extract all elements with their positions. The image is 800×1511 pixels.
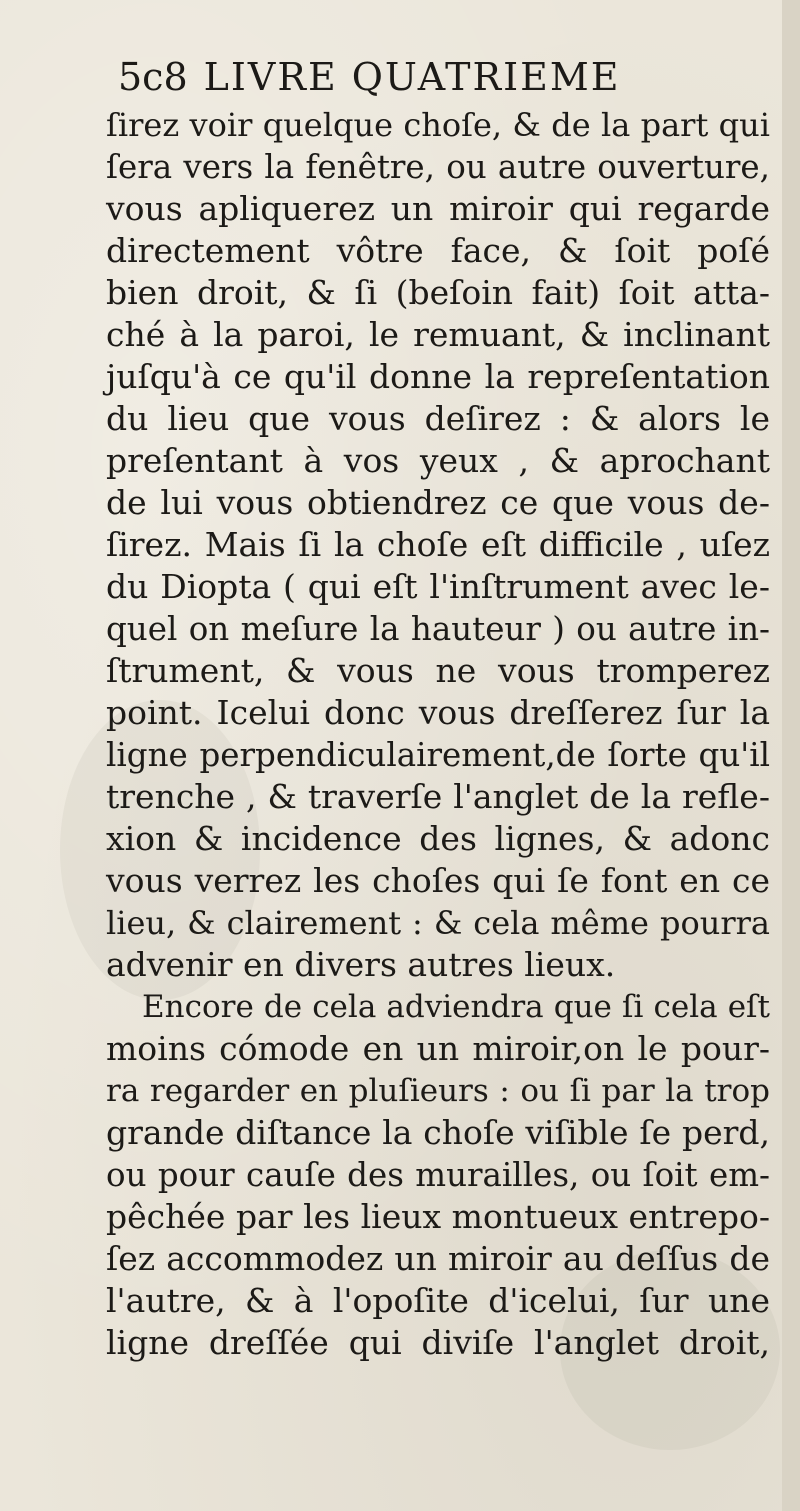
text-line: moins cómode en un miroir,on le pour-	[106, 1029, 770, 1068]
text-line: advenir en divers autres lieux.	[106, 945, 616, 984]
text-line: ſirez voir quelque choſe, & de la part qui	[106, 106, 770, 144]
text-line: du lieu que vous deſirez : & alors le	[106, 399, 770, 438]
text-line: ligne perpendiculairement,de ſorte qu'il	[106, 736, 770, 774]
text-line: Encore de cela adviendra que ſi cela eſt	[142, 989, 770, 1025]
text-line: ché à la paroi, le remuant, & inclinant	[106, 315, 770, 354]
text-line: vous apliquerez un miroir qui regarde	[106, 189, 770, 228]
running-title: LIVRE QUATRIEME	[203, 55, 621, 99]
text-line: ſtrument, & vous ne vous tromperez	[106, 651, 770, 690]
text-line: vous verrez les choſes qui ſe font en ce	[106, 861, 770, 900]
text-line: bien droit, & ſi (beſoin fait) ſoit atta-	[106, 273, 770, 312]
text-line: point. Icelui donc vous dreſſerez ſur la	[106, 693, 770, 732]
text-line: ou pour cauſe des murailles, ou ſoit em-	[106, 1156, 770, 1194]
text-line: ra regarder en pluſieurs : ou ſi par la trop	[106, 1073, 770, 1109]
text-line: ſez accommodez un miroir au deſſus de	[106, 1239, 770, 1278]
text-line: ſera vers la fenêtre, ou autre ouverture,	[106, 148, 770, 186]
text-line: ligne dreſſée qui diviſe l'anglet droit,	[106, 1323, 770, 1362]
text-line: de lui vous obtiendrez ce que vous de-	[106, 483, 770, 522]
text-line: du Diopta ( qui eſt l'inſtrument avec le-	[106, 567, 770, 606]
text-line: directement vôtre face, & ſoit poſé	[106, 231, 770, 270]
text-line: trenche , & traverſe l'anglet de la refle-	[106, 777, 770, 816]
text-line: lieu, & clairement : & cela même pourra	[106, 904, 770, 942]
page-body	[106, 104, 770, 1364]
text-line: xion & incidence des lignes, & adonc	[106, 819, 770, 858]
text-line: juſqu'à ce qu'il donne la repreſentation	[106, 357, 770, 396]
text-line: l'autre, & à l'opoſite d'icelui, ſur une	[106, 1281, 770, 1320]
text-line: preſentant à vos yeux , & aprochant	[106, 441, 770, 480]
page-number: 5c8	[118, 55, 188, 99]
text-line: grande diſtance la choſe viſible ſe perd,	[106, 1113, 770, 1152]
paragraph	[106, 104, 770, 986]
text-line: pêchée par les lieux montueux entrepo-	[106, 1197, 770, 1236]
text-line: quel on meſure la hauteur ) ou autre in-	[106, 610, 770, 648]
running-header	[118, 55, 621, 99]
text-line: ſirez. Mais ſi la choſe eſt difficile , uſez	[106, 525, 770, 564]
paragraph	[106, 986, 770, 1364]
